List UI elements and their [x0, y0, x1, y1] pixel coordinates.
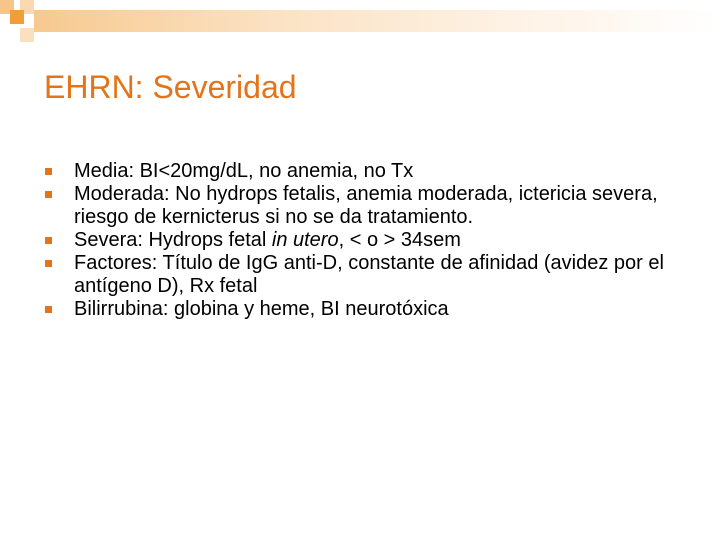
bullet-list [44, 160, 684, 321]
slide-title: EHRN: Severidad [44, 69, 297, 105]
bullet-marker-icon [45, 237, 52, 244]
bullet-text-italic: in utero [271, 229, 339, 251]
bullet-marker-icon [45, 306, 52, 313]
bullet-marker-icon [45, 168, 52, 175]
bullet-marker-icon [45, 260, 52, 267]
bullet-text: Factores: Título de IgG anti-D, constante de afinidad (avidez por el antígeno D), Rx fetal [74, 252, 664, 297]
bullet-item [44, 298, 684, 321]
gradient-bar [34, 10, 720, 32]
bullet-text: Moderada: No hydrops fetalis, anemia moderada, ictericia severa, riesgo de kernicterus si no se da tratamiento. [74, 183, 658, 228]
bullet-text-pre: Severa: Hydrops fetal [74, 229, 272, 251]
header-decoration [0, 0, 720, 44]
bullet-item [44, 160, 684, 183]
bullet-text-post: , < o > 34sem [338, 229, 461, 251]
bullet-item [44, 183, 684, 229]
decor-square [10, 10, 24, 24]
slide-body [44, 160, 684, 321]
bullet-marker-icon [45, 191, 52, 198]
bullet-item [44, 252, 684, 298]
bullet-text: Bilirrubina: globina y heme, BI neurotóxica [74, 298, 449, 320]
bullet-text: Media: BI<20mg/dL, no anemia, no Tx [74, 160, 414, 182]
bullet-item [44, 229, 684, 252]
decor-square [20, 28, 34, 42]
